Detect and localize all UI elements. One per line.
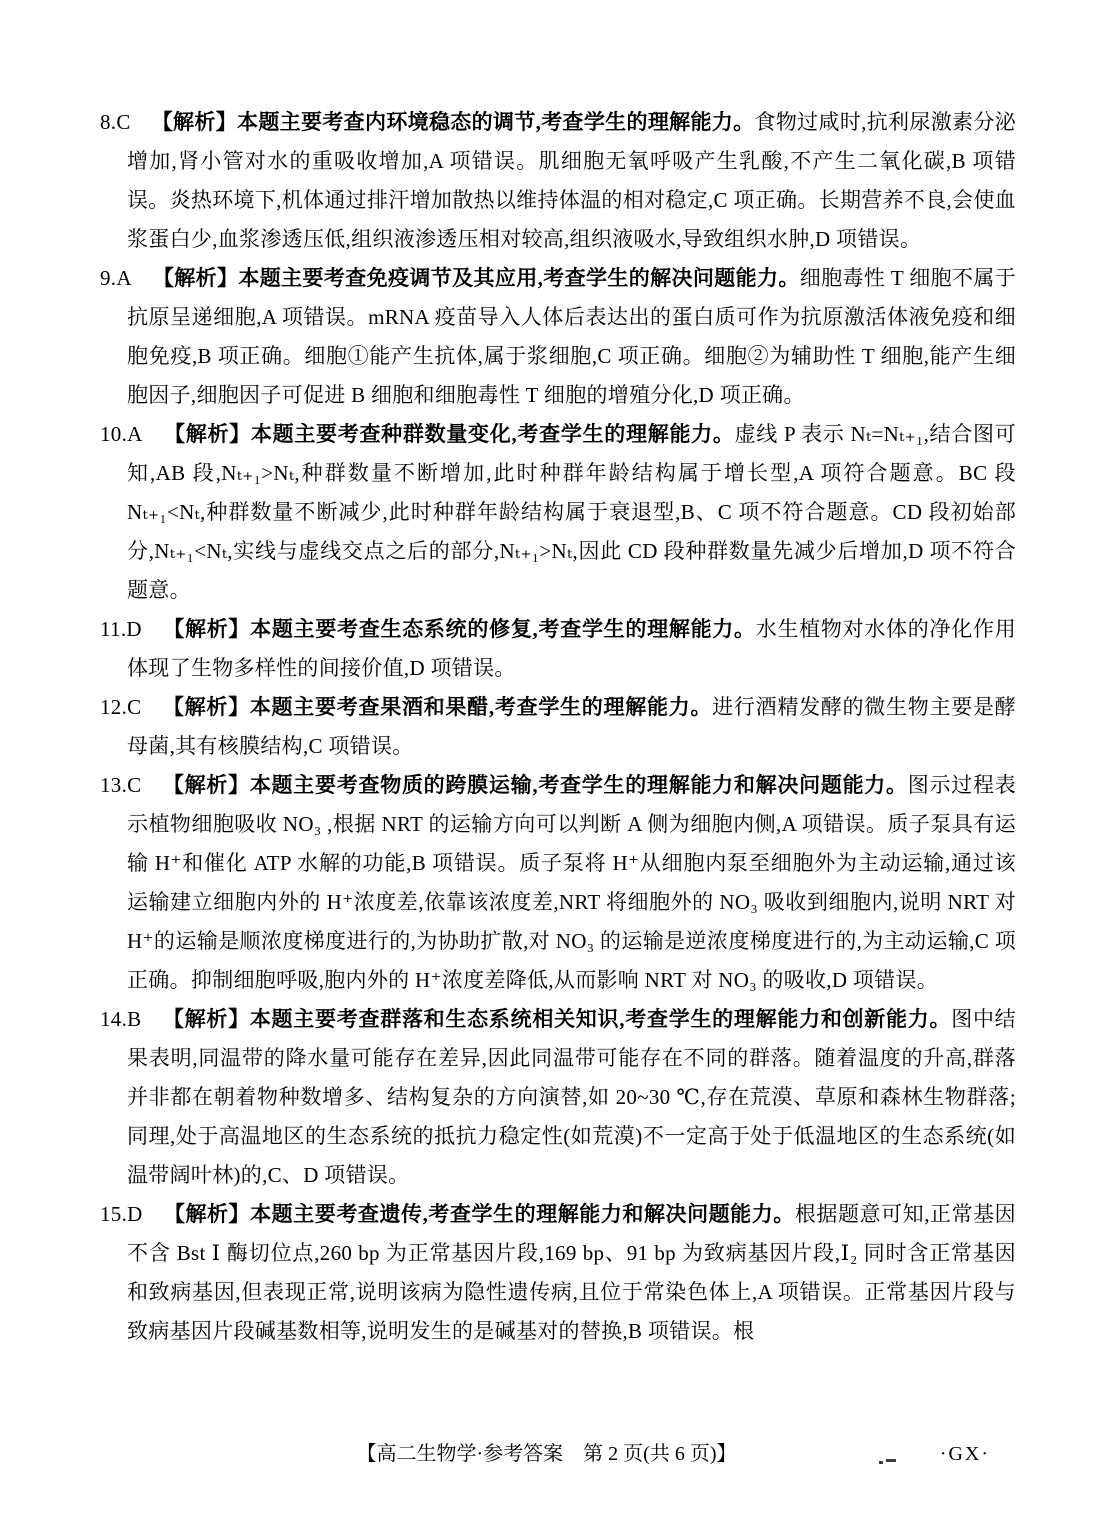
question-number-answer: 8.C xyxy=(100,110,131,134)
answer-item-14 xyxy=(100,1000,1016,1195)
answer-item-8 xyxy=(100,103,1016,259)
analysis-lead: 【解析】本题主要考查生态系统的修复,考查学生的理解能力。 xyxy=(162,617,756,641)
analysis-body: 图中结果表明,同温带的降水量可能存在差异,因此同温带可能存在不同的群落。随着温度的升高,群落并非都在朝着物种数增多、结构复杂的方向演替,如 20~30 ℃,存在荒漠、草原和森林生物群落;同理,处于高温地区的生态系统的抵抗力稳定性(如荒漠)不一定高于处于低温地区的生态系统(如温带阔叶林)的,C、D 项错误。 xyxy=(127,1007,1016,1187)
analysis-lead: 【解析】本题主要考查遗传,考查学生的理解能力和解决问题能力。 xyxy=(163,1202,795,1226)
answer-item-13 xyxy=(100,766,1016,1000)
answer-list xyxy=(100,103,1016,1351)
analysis-lead: 【解析】本题主要考查内环境稳态的调节,考查学生的理解能力。 xyxy=(151,110,755,134)
analysis-body: 虚线 P 表示 Nₜ=Nₜ₊₁,结合图可知,AB 段,Nₜ₊₁>Nₜ,种群数量不断增加,此时种群年龄结构属于增长型,A 项符合题意。BC 段 Nₜ₊₁<Nₜ,种群数量不断减少,此时种群年龄结构属于衰退型,B、C 项不符合题意。CD 段初始部分,Nₜ₊₁<Nₜ,实线与虚线交点之后的部分,Nₜ₊₁>Nₜ,因此 CD 段种群数量先减少后增加,D 项不符合题意。 xyxy=(127,422,1016,602)
answer-item-11 xyxy=(100,610,1016,688)
analysis-body: 根据题意可知,正常基因不含 Bst Ⅰ 酶切位点,260 bp 为正常基因片段,169 bp、91 bp 为致病基因片段,Ⅰ₂ 同时含正常基因和致病基因,但表现正常,说明该病为隐性遗传病,且位于常染色体上,A 项错误。正常基因片段与致病基因片段碱基数相等,说明发生的是碱基对的替换,B 项错误。根 xyxy=(127,1202,1016,1343)
question-number-answer: 14.B xyxy=(100,1007,142,1031)
analysis-body: 水生植物对水体的净化作用体现了生物多样性的间接价值,D 项错误。 xyxy=(127,617,1016,680)
question-number-answer: 9.A xyxy=(100,266,132,290)
analysis-lead: 【解析】本题主要考查免疫调节及其应用,考查学生的解决问题能力。 xyxy=(152,266,800,290)
paper-code: ·GX· xyxy=(939,1443,990,1465)
analysis-lead: 【解析】本题主要考查群落和生态系统相关知识,考查学生的理解能力和创新能力。 xyxy=(162,1007,952,1031)
analysis-body: 细胞毒性 T 细胞不属于抗原呈递细胞,A 项错误。mRNA 疫苗导入人体后表达出的蛋白质可作为抗原激活体液免疫和细胞免疫,B 项正确。细胞①能产生抗体,属于浆细胞,C 项正确。细胞②为辅助性 T 细胞,能产生细胞因子,细胞因子可促进 B 细胞和细胞毒性 T 细胞的增殖分化,D 项正确。 xyxy=(127,266,1016,407)
analysis-body: 食物过咸时,抗利尿激素分泌增加,肾小管对水的重吸收增加,A 项错误。肌细胞无氧呼吸产生乳酸,不产生二氧化碳,B 项错误。炎热环境下,机体通过排汗增加散热以维持体温的相对稳定,C 项正确。长期营养不良,会使血浆蛋白少,血浆渗透压低,组织液渗透压相对较高,组织液吸水,导致组织水肿,D 项错误。 xyxy=(127,110,1016,251)
print-artifact xyxy=(886,1459,896,1462)
analysis-lead: 【解析】本题主要考查种群数量变化,考查学生的理解能力。 xyxy=(163,422,735,446)
page-footer: 【高二生物学·参考答案 第 2 页(共 6 页)】 xyxy=(356,1443,737,1465)
analysis-lead: 【解析】本题主要考查果酒和果醋,考查学生的理解能力。 xyxy=(162,695,713,719)
answer-item-9 xyxy=(100,259,1016,415)
question-number-answer: 13.C xyxy=(100,773,142,797)
question-number-answer: 11.D xyxy=(100,617,142,641)
analysis-body: 进行酒精发酵的微生物主要是酵母菌,其有核膜结构,C 项错误。 xyxy=(127,695,1016,758)
print-artifact xyxy=(879,1461,883,1464)
question-number-answer: 12.C xyxy=(100,695,142,719)
answer-item-12 xyxy=(100,688,1016,766)
answer-item-10 xyxy=(100,415,1016,610)
answer-item-15 xyxy=(100,1195,1016,1351)
question-number-answer: 15.D xyxy=(100,1202,143,1226)
analysis-lead: 【解析】本题主要考查物质的跨膜运输,考查学生的理解能力和解决问题能力。 xyxy=(162,773,908,797)
question-number-answer: 10.A xyxy=(100,422,143,446)
analysis-body: 图示过程表示植物细胞吸收 NO₃ ,根据 NRT 的运输方向可以判断 A 侧为细胞内侧,A 项错误。质子泵具有运输 H⁺和催化 ATP 水解的功能,B 项错误。质子泵将 H⁺从细胞内泵至细胞外为主动运输,通过该运输建立细胞内外的 H⁺浓度差,依靠该浓度差,NRT 将细胞外的 NO₃ 吸收到细胞内,说明 NRT 对 H⁺的运输是顺浓度梯度进行的,为协助扩散,对 NO₃ 的运输是逆浓度梯度进行的,为主动运输,C 项正确。抑制细胞呼吸,胞内外的 H⁺浓度差降低,从而影响 NRT 对 NO₃ 的吸收,D 项错误。 xyxy=(127,773,1017,992)
